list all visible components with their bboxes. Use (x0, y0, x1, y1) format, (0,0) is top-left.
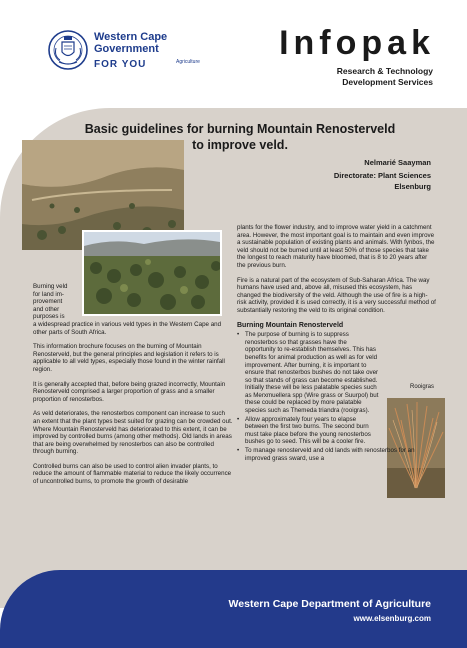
intro-line-4: and other (33, 305, 60, 313)
brand-title: Infopak (279, 24, 435, 62)
agriculture-tag: Agriculture (176, 59, 200, 65)
intro-line-3: provement (33, 298, 63, 306)
coat-of-arms-icon (48, 28, 88, 72)
website-link[interactable]: www.elsenburg.com (353, 614, 431, 623)
left-column (33, 283, 233, 493)
department-name: Western Cape Department of Agriculture (228, 598, 431, 610)
left-paragraph-4: As veld deteriorates, the renosterbos component can increase to such an extent that the plant types best suited for grazing can be crowded out. Where Mountain Renosterveld has deteriorated to this extent, it can be improved by controlled burns (among other methods). Old lands in areas that are being overwhelmed by renosterbos can also be controlled through burning. (33, 410, 233, 456)
intro-line-5: purposes is (33, 313, 65, 321)
author-block (334, 157, 431, 192)
list-item: • To manage renosterveld and old lands with renosterbos for an improved grass sward, use a (237, 447, 437, 462)
you-word: YOU (121, 59, 147, 70)
author-name: Nelmarié Saayman (364, 158, 431, 167)
intro-line-6: a widespread practice in various veld types in the Western Cape and other parts of South Africa. (33, 320, 222, 336)
burning-guidelines-list (237, 331, 437, 462)
photo-caption: Rooigras (410, 384, 435, 390)
header (0, 0, 467, 108)
right-paragraph-1: plants for the flower industry, and to improve water yield in a catchment area. However, the most important goal is to maintain and even improve a sustainable population of existing plants and animals. With fynbos, the veld should not be burned until at least 50% of those species that take the longest to reach maturity have bloomed, that is 8 to 20 years after the previous burn. (237, 224, 435, 269)
intro-line-2: for land im- (33, 290, 64, 298)
government-name: Western Cape Government (94, 31, 168, 55)
right-paragraph-2: Fire is a natural part of the ecosystem of Sub-Saharan Africa. The way humans have used and, above all, misused this ecosystem, has changed the biodiversity of the veld. Although the use of fire is a high-risk activity, provided it is used correctly, it is a very successful method of substantially restoring the veld to its original condition. (237, 276, 436, 314)
title-line-1: Basic guidelines for burning Mountain Renosterveld (84, 122, 396, 136)
intro-paragraph (33, 283, 233, 336)
unit-name (337, 66, 433, 88)
unit-line-1: Research & Technology (336, 66, 433, 76)
for-word: FOR (94, 59, 119, 70)
for-you-tagline (94, 59, 146, 70)
article-title (40, 121, 440, 153)
directorate: Directorate: Plant Sciences (333, 171, 431, 180)
title-line-2: to improve veld. (192, 138, 288, 152)
left-paragraph-5: Controlled burns can also be used to control alien invader plants, to reduce the amount of flammable material to reduce the likely occurrence of uncontrolled burns, to promote the growth of desirable (33, 462, 232, 486)
list-item: • The purpose of burning is to suppress renosterbos so that grasses have the opportunity to re-establish themselves. This has benefits for animal production as well as for veld improvement. After burning, it is important to ensure that renosterbos bushes do not take over so that stands of grass can become established. Initially these will be less palatable species such as Merxmuellera spp (Wire grass or Suurpol) but these could be replaced by more palatable species such as Themeda triandra (rooigras). (237, 331, 379, 415)
intro-line-1: Burning veld (33, 283, 68, 290)
left-paragraph-2: This information brochure focuses on the burning of Mountain Renosterveld, but the general principles and legislation it refers to is applicable to all veld types, especially those found in the winter rainfall region. (33, 343, 225, 373)
location: Elsenburg (394, 182, 431, 191)
unit-line-2: Development Services (342, 77, 433, 87)
list-item: • Allow approximately four years to elapse between the first two burns. The second burn must take place before the young renosterbos bushes go to seed. This will be a cooler fire. (237, 416, 379, 446)
right-column (237, 224, 437, 463)
left-paragraph-3: It is generally accepted that, before being grazed incorrectly, Mountain Renosterveld comprised a larger proportion of grass and a smaller proportion of renosterbos. (33, 380, 226, 403)
section-heading: Burning Mountain Renosterveld (237, 321, 344, 329)
